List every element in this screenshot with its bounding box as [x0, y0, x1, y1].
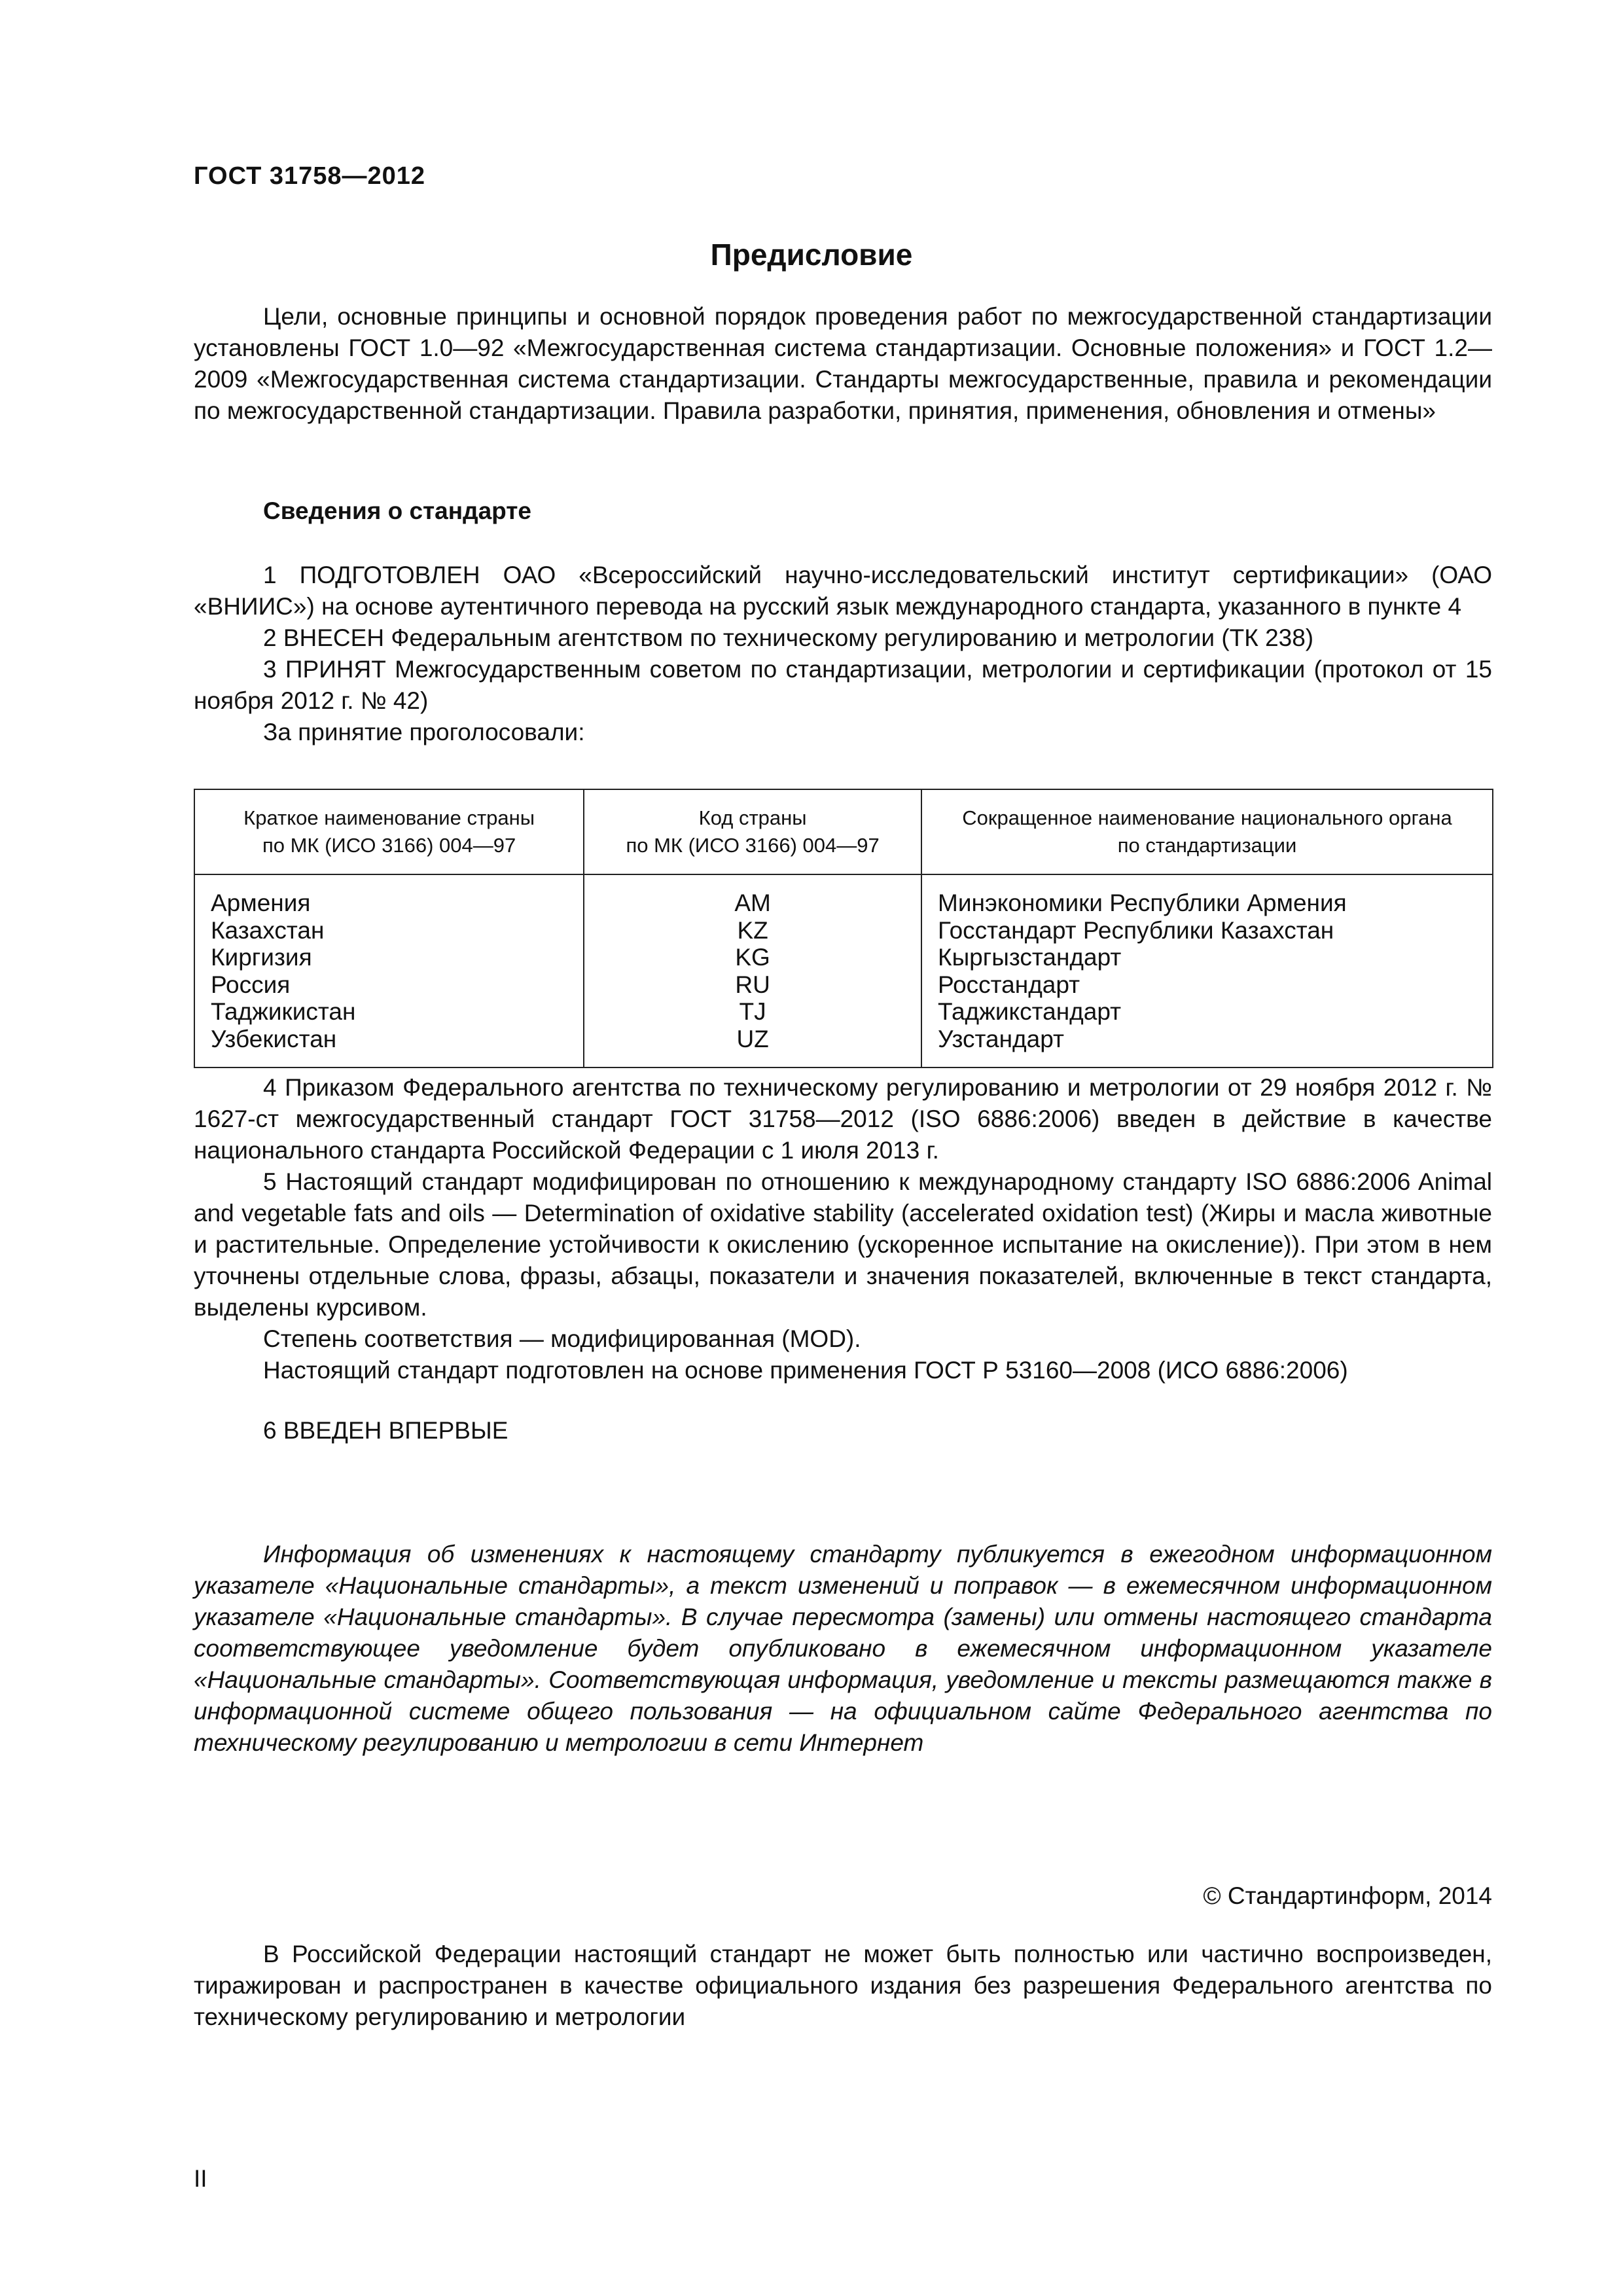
item-6: 6 ВВЕДЕН ВПЕРВЫЕ	[263, 1417, 508, 1444]
standard-info-items	[194, 560, 1492, 748]
table-cell: Узстандарт	[938, 1025, 1064, 1052]
document-id: ГОСТ 31758—2012	[194, 162, 426, 190]
page-number: II	[194, 2165, 207, 2192]
table-cell: KZ	[737, 916, 768, 944]
table-cell: Узбекистан	[211, 1025, 337, 1052]
copyright-notice: © Стандартинформ, 2014	[1203, 1882, 1492, 1909]
country-codes-cell	[584, 874, 921, 1067]
table-cell: UZ	[736, 1025, 769, 1052]
table-header-row	[194, 789, 1493, 874]
table-cell: Таджикстандарт	[938, 998, 1122, 1025]
intro-paragraph: Цели, основные принципы и основной порядок проведения работ по межгосударственной стандартизации установлены ГОСТ 1.0—92 «Межгосударственная система стандартизации. Основные положения» и ГОСТ 1.2—2009 «Межгосударственная система стандартизации. Стандарты межгосударственные, правила и рекомендации по межгосударственной стандартизации. Правила разработки, принятия, применения, обновления и отмены»	[194, 303, 1492, 424]
table-cell: Киргизия	[211, 944, 312, 971]
item-3: 3 ПРИНЯТ Межгосударственным советом по стандартизации, метрологии и сертификации (протокол от 15 ноября 2012 г. № 42)	[194, 656, 1492, 714]
national-bodies-cell	[921, 874, 1493, 1067]
table-cell: Таджикистан	[211, 998, 356, 1025]
item-1: 1 ПОДГОТОВЛЕН ОАО «Всероссийский научно-исследовательский институт сертификации» (ОАО «ВНИИС») на основе аутентичного перевода на русский язык международного стандарта, указанного в пункте 4	[194, 562, 1492, 620]
table-cell: Росстандарт	[938, 971, 1080, 998]
header-country-code: Код страны по МК (ИСО 3166) 004—97	[584, 789, 921, 874]
rights-block	[194, 1939, 1492, 2033]
table-cell: Армения	[211, 889, 311, 916]
table-cell: Казахстан	[211, 916, 325, 944]
item-5-basis: Настоящий стандарт подготовлен на основе применения ГОСТ Р 53160—2008 (ИСО 6886:2006)	[263, 1357, 1348, 1384]
table-cell: Россия	[211, 971, 291, 998]
table-cell: TJ	[739, 998, 766, 1025]
country-names-cell	[194, 874, 584, 1067]
table-body-row	[194, 874, 1493, 1067]
table-cell: AM	[734, 889, 771, 916]
table-cell: Госстандарт Республики Казахстан	[938, 916, 1334, 944]
page-title: Предисловие	[710, 238, 913, 272]
table-cell: Кыргызстандарт	[938, 944, 1122, 971]
changes-notice: Информация об изменениях к настоящему стандарту публикуется в ежегодном информационном указателе «Национальные стандарты», а текст изменений и поправок — в ежемесячном информационном указателе «Национальные стандарты». В случае пересмотра (замены) или отмены настоящего стандарта соответствующее уведомление будет опубликовано в ежемесячном информационном указателе «Национальные стандарты». Соответствующая информация, уведомление и тексты размещаются также в информационной системе общего пользования — на официальном сайте Федерального агентства по техническому регулированию и метрологии в сети Интернет	[194, 1541, 1492, 1756]
rights-paragraph: В Российской Федерации настоящий стандарт не может быть полностью или частично воспроизведен, тиражирован и распространен в качестве официального издания без разрешения Федерального агентства по техническому регулированию и метрологии	[194, 1941, 1492, 2030]
header-country-name: Краткое наименование страны по МК (ИСО 3166) 004—97	[194, 789, 584, 874]
section-heading: Сведения о стандарте	[263, 497, 531, 524]
table-cell: KG	[735, 944, 770, 971]
voting-countries-table	[194, 789, 1493, 1068]
item-6-block	[194, 1415, 1492, 1446]
item-4: 4 Приказом Федерального агентства по техническому регулированию и метрологии от 29 ноября 2012 г. № 1627-ст межгосударственный стандарт ГОСТ 31758—2012 (ISO 6886:2006) введен в действие в качестве национального стандарта Российской Федерации с 1 июля 2013 г.	[194, 1074, 1492, 1164]
changes-notice-block	[194, 1539, 1492, 1759]
header-national-body: Сокращенное наименование национального органа по стандартизации	[921, 789, 1493, 874]
item-5: 5 Настоящий стандарт модифицирован по отношению к международному стандарту ISO 6886:2006 Animal and vegetable fats and oils — Determination of oxidative stability (accelerated oxidation test) (Жиры и масла животные и растительные. Определение устойчивости к окислению (ускоренное испытание на окисление)). При этом в нем уточнены отдельные слова, фразы, абзацы, показатели и значения показателей, включенные в текст стандарта, выделены курсивом.	[194, 1168, 1492, 1321]
item-2: 2 ВНЕСЕН Федеральным агентством по техническому регулированию и метрологии (ТК 238)	[263, 624, 1314, 651]
table-cell: RU	[735, 971, 770, 998]
intro-section	[194, 301, 1492, 427]
table-cell: Минэкономики Республики Армения	[938, 889, 1347, 916]
item-5-degree: Степень соответствия — модифицированная (MOD).	[263, 1325, 861, 1352]
standard-info-heading-block	[194, 495, 1492, 527]
standard-info-items-continued	[194, 1072, 1492, 1386]
voted-label: За принятие проголосовали:	[263, 719, 585, 745]
